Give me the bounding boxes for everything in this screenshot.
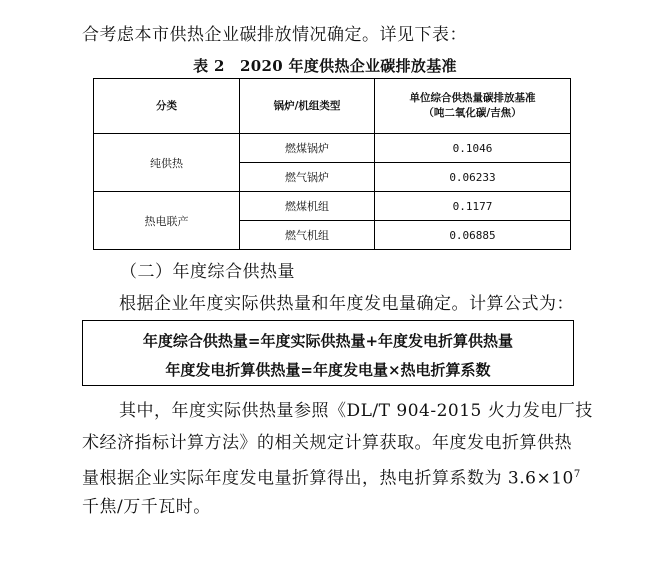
table-row [94, 192, 571, 221]
table-caption: 表 2 2020 年度供热企业碳排放基准 [193, 57, 457, 75]
type-cell: 燃煤机组 [240, 192, 375, 221]
header-benchmark-line1: 单位综合供热量碳排放基准 [409, 92, 536, 104]
benchmark-table [93, 78, 571, 250]
formula-intro: 根据企业年度实际供热量和年度发电量确定。计算公式为： [119, 294, 574, 314]
type-cell: 燃煤锅炉 [240, 134, 375, 163]
type-cell: 燃气机组 [240, 221, 375, 250]
body-line: 千焦/万千瓦时。 [82, 497, 211, 517]
formula-line: 年度发电折算供热量=年度发电量×热电折算系数 [165, 361, 491, 379]
header-category: 分类 [94, 79, 240, 134]
value-cell: 0.1177 [375, 192, 571, 221]
body-line: 术经济指标计算方法》的相关规定计算获取。年度发电折算供热 [82, 433, 572, 453]
body-line-with-exponent [82, 464, 581, 490]
exponent: 7 [573, 469, 581, 480]
header-benchmark-line2: （吨二氧化碳/吉焦） [423, 107, 522, 119]
value-cell: 0.06885 [375, 221, 571, 250]
category-cell: 热电联产 [94, 192, 240, 250]
value-cell: 0.06233 [375, 163, 571, 192]
value-cell: 0.1046 [375, 134, 571, 163]
intro-text: 合考虑本市供热企业碳排放情况确定。详见下表： [82, 25, 467, 45]
formula-box [82, 320, 574, 386]
header-unit-type: 锅炉/机组类型 [240, 79, 375, 134]
header-benchmark [375, 79, 571, 134]
formula-line: 年度综合供热量=年度实际供热量+年度发电折算供热量 [142, 332, 514, 350]
type-cell: 燃气锅炉 [240, 163, 375, 192]
body-line-text: 量根据企业实际年度发电量折算得出，热电折算系数为 3.6×10 [82, 468, 574, 489]
table-row [94, 134, 571, 163]
table-header-row [94, 79, 571, 134]
section-heading: （二）年度综合供热量 [120, 262, 295, 282]
category-cell: 纯供热 [94, 134, 240, 192]
body-line: 其中，年度实际供热量参照《DL/T 904-2015 火力发电厂技 [119, 401, 593, 421]
